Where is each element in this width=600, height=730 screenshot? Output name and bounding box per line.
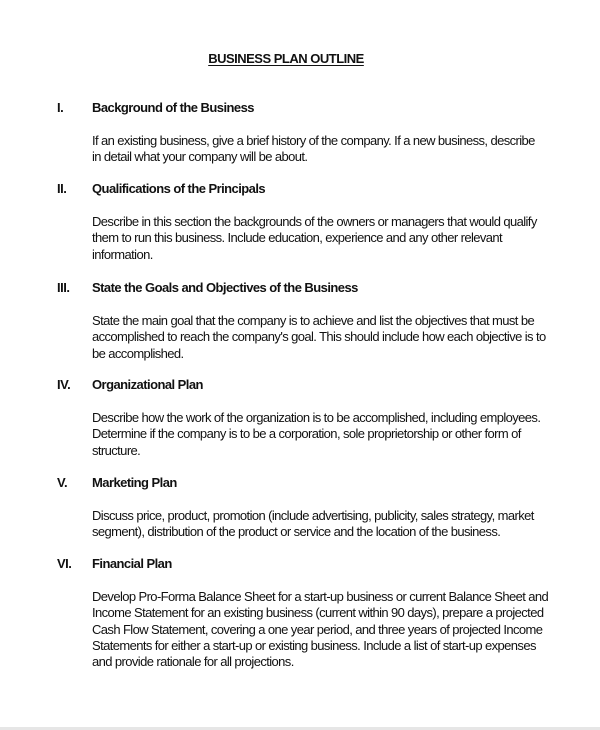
section-heading: Background of the Business xyxy=(92,100,254,115)
section-heading: Qualifications of the Principals xyxy=(92,181,266,196)
section-heading: State the Goals and Objectives of the Business xyxy=(92,280,358,295)
section-numeral: II. xyxy=(57,181,67,196)
section-numeral: IV. xyxy=(57,377,71,392)
section-body xyxy=(92,410,540,459)
document-title-text: BUSINESS PLAN OUTLINE xyxy=(208,51,364,66)
body-line: and provide rationale for all projections. xyxy=(92,654,294,670)
body-line: Describe how the work of the organization is to be accomplished, including employees. xyxy=(92,410,541,425)
section-heading: Organizational Plan xyxy=(92,377,203,392)
body-line: If an existing business, give a brief history of the company. If a new business, describe xyxy=(92,133,535,148)
body-line: information. xyxy=(92,246,153,262)
section-numeral: I. xyxy=(57,100,64,115)
section-body xyxy=(92,508,534,541)
body-line: in detail what your company will be about. xyxy=(92,149,308,165)
section-body xyxy=(92,133,535,166)
section-body xyxy=(92,214,537,263)
body-line: State the main goal that the company is to achieve and list the objectives that must be xyxy=(92,313,535,328)
body-line: segment), distribution of the product or service and the location of the business. xyxy=(92,524,501,540)
body-line: Describe in this section the backgrounds of the owners or managers that would qualify xyxy=(92,214,537,229)
section-numeral: III. xyxy=(57,280,70,295)
body-line: structure. xyxy=(92,442,141,458)
document-title xyxy=(0,51,572,66)
body-line: Discuss price, product, promotion (include advertising, publicity, sales strategy, market xyxy=(92,508,534,523)
body-line: Develop Pro-Forma Balance Sheet for a start-up business or current Balance Sheet and xyxy=(92,589,549,604)
body-line: Cash Flow Statement, covering a one year period, and three years of projected Income xyxy=(92,621,543,637)
section-numeral: VI. xyxy=(57,556,72,571)
section-body xyxy=(92,313,546,362)
body-line: Determine if the company is to be a corporation, sole proprietorship or other form of xyxy=(92,426,521,442)
section-body xyxy=(92,589,548,670)
body-line: them to run this business. Include education, experience and any other relevant xyxy=(92,230,503,246)
body-line: be accomplished. xyxy=(92,345,184,361)
section-heading: Marketing Plan xyxy=(92,475,177,490)
section-numeral: V. xyxy=(57,475,68,490)
body-line: Statements for either a start-up or existing business. Include a list of start-up expenses xyxy=(92,637,536,653)
section-heading: Financial Plan xyxy=(92,556,172,571)
body-line: accomplished to reach the company's goal. This should include how each objective is to xyxy=(92,329,546,345)
body-line: Income Statement for an existing business (current within 90 days), prepare a projected xyxy=(92,605,544,621)
